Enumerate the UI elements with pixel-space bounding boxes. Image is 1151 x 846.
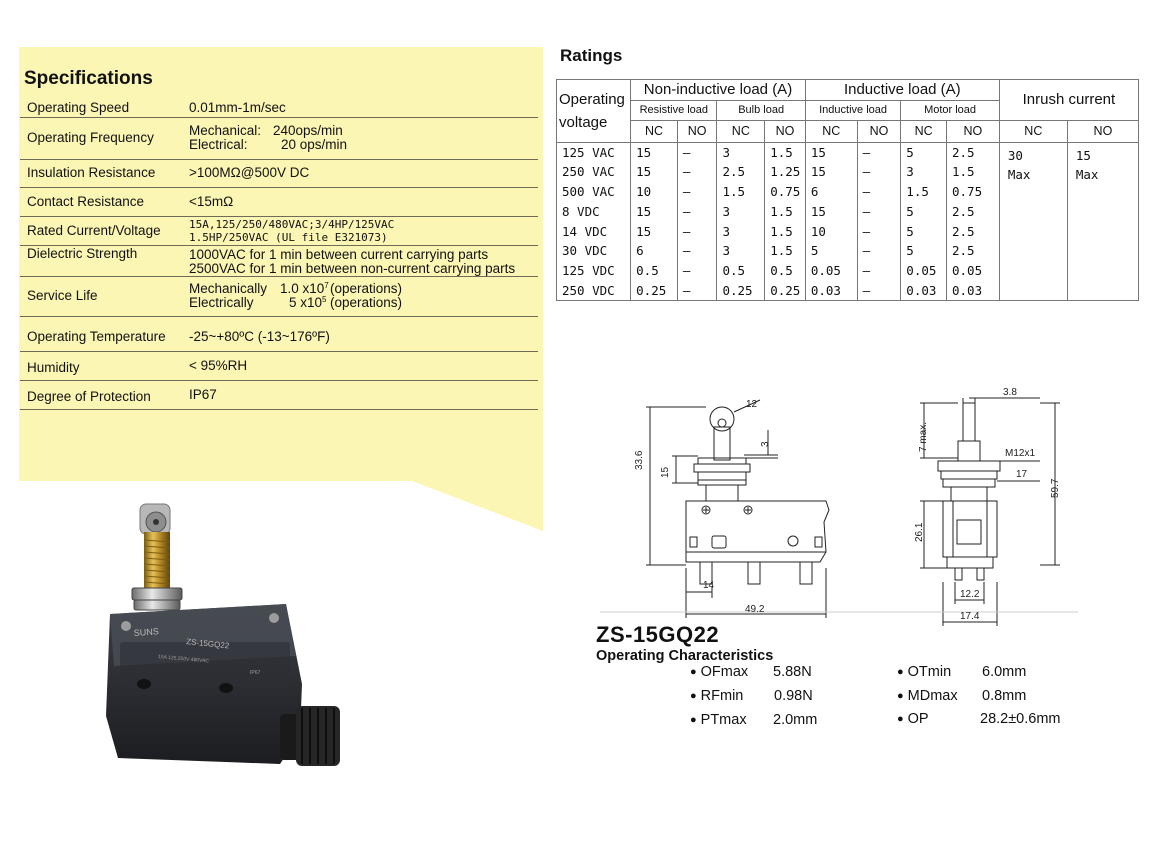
ratings-nc-no-row xyxy=(557,120,1139,142)
spec-value-line: 15A,125/250/480VAC;3/4HP/125VAC xyxy=(189,217,395,231)
rating-print: 15A 125,250V 480VAC xyxy=(157,654,210,665)
inrush-max: Max xyxy=(1007,166,1031,182)
dim-label: 15 xyxy=(660,466,671,478)
ratings-value-cell: 0.5 xyxy=(717,261,765,281)
ratings-voltage-cell: 125 VDC xyxy=(557,261,631,281)
ratings-value-cell: – xyxy=(677,241,717,261)
limit-switch-photo xyxy=(96,496,356,776)
spec-value xyxy=(183,245,538,276)
ratings-value-cell: 15 xyxy=(631,221,678,241)
switch-body xyxy=(106,604,302,764)
spec-value-line: 1.5HP/250VAC (UL file E321073) xyxy=(189,230,388,244)
ratings-value-cell: 15 xyxy=(631,162,678,182)
spec-value-part: 240ops/min xyxy=(273,123,343,138)
ratings-value-cell: 5 xyxy=(901,142,947,162)
spec-row-operating-temperature xyxy=(20,316,538,351)
spec-value-part: Electrical: xyxy=(189,137,248,152)
ratings-value-cell: 3 xyxy=(717,221,765,241)
ratings-value-cell: – xyxy=(857,261,901,281)
ratings-value-cell: 5 xyxy=(901,221,947,241)
spec-value-line: 1000VAC for 1 min between current carrying parts xyxy=(189,246,489,262)
ratings-voltage-cell: 30 VDC xyxy=(557,241,631,261)
ratings-value-cell: 0.05 xyxy=(947,261,1000,281)
dim-label: 17.4 xyxy=(960,611,980,622)
ratings-value-cell: 0.25 xyxy=(717,281,765,301)
ratings-header-nc: NC xyxy=(631,120,678,142)
dimension-drawings xyxy=(600,380,1080,630)
oc-item-op xyxy=(897,711,1061,727)
spec-row-insulation-resistance xyxy=(20,159,538,187)
bullet-icon: ● xyxy=(690,690,697,702)
spec-row-operating-speed xyxy=(20,93,538,117)
spec-value: 0.01mm-1m/sec xyxy=(183,93,538,117)
spec-value-part: Electrically xyxy=(189,295,254,310)
ratings-value-cell: – xyxy=(857,221,901,241)
ratings-header-no: NO xyxy=(947,120,1000,142)
ratings-header-resistive: Resistive load xyxy=(631,100,717,120)
ratings-value-cell: 1.5 xyxy=(947,162,1000,182)
ratings-row xyxy=(557,142,1139,162)
spec-value-part: 20 ops/min xyxy=(281,137,348,152)
spec-row-rated-current-voltage xyxy=(20,216,538,245)
brand-label: SUNS xyxy=(133,626,160,638)
ratings-value-cell: – xyxy=(677,162,717,182)
ratings-header-no: NO xyxy=(765,120,806,142)
spec-label: Dielectric Strength xyxy=(20,245,183,276)
dim-label: 12.2 xyxy=(960,589,980,600)
ratings-value-cell: 15 xyxy=(805,162,857,182)
ratings-value-cell: 2.5 xyxy=(947,201,1000,221)
ratings-value-cell: 15 xyxy=(631,201,678,221)
ratings-value-cell: – xyxy=(857,182,901,202)
spec-label: Service Life xyxy=(20,276,183,316)
ratings-value-cell: – xyxy=(857,142,901,162)
ratings-value-cell: – xyxy=(677,281,717,301)
oc-key: OTmin xyxy=(907,664,952,680)
oc-value: 28.2±0.6mm xyxy=(980,711,1061,727)
ratings-value-cell: 0.05 xyxy=(805,261,857,281)
dim-label: 26.1 xyxy=(914,522,925,542)
spec-label: Contact Resistance xyxy=(20,187,183,216)
spec-label: Degree of Protection xyxy=(20,380,183,409)
ratings-value-cell: – xyxy=(677,201,717,221)
dim-label: 33.6 xyxy=(634,450,645,470)
dim-label: 7 max. xyxy=(918,421,929,452)
spec-label: Insulation Resistance xyxy=(20,159,183,187)
ratings-header-nc: NC xyxy=(901,120,947,142)
ratings-value-cell: 0.25 xyxy=(765,281,806,301)
ratings-value-cell: 0.5 xyxy=(631,261,678,281)
front-view-drawing xyxy=(646,400,829,618)
oc-value: 2.0mm xyxy=(773,712,818,728)
spec-value: >100MΩ@500V DC xyxy=(183,159,538,187)
oc-key: OFmax xyxy=(700,664,749,680)
dim-label: 59.7 xyxy=(1050,478,1061,498)
ratings-value-cell: 2.5 xyxy=(947,221,1000,241)
ratings-value-cell: 1.5 xyxy=(765,142,806,162)
ratings-value-cell: 15 xyxy=(631,142,678,162)
ratings-title: Ratings xyxy=(560,46,623,65)
oc-item-rfmin xyxy=(690,688,813,704)
ratings-value-cell: 0.75 xyxy=(765,182,806,202)
spec-value xyxy=(183,117,538,159)
ratings-voltage-cell: 250 VAC xyxy=(557,162,631,182)
ratings-value-cell: 0.75 xyxy=(947,182,1000,202)
spec-row-operating-frequency xyxy=(20,117,538,159)
spec-label: Operating Temperature xyxy=(20,316,183,351)
oc-key: MDmax xyxy=(907,688,958,704)
dim-label: 17 xyxy=(1016,469,1028,480)
ratings-header-no: NO xyxy=(677,120,717,142)
oc-item-mdmax xyxy=(897,688,1027,704)
ratings-value-cell: 0.03 xyxy=(805,281,857,301)
spec-value-mantissa: 5 x10 xyxy=(289,295,323,310)
oc-value: 5.88N xyxy=(773,664,812,680)
model-print: ZS-15GQ22 xyxy=(185,637,230,651)
ratings-value-cell: – xyxy=(857,162,901,182)
spec-value: < 95%RH xyxy=(183,351,538,380)
ratings-header-voltage: Operating voltage xyxy=(557,80,631,143)
ratings-value-cell: 6 xyxy=(805,182,857,202)
specifications-panel xyxy=(0,0,545,540)
ratings-value-cell: 1.25 xyxy=(765,162,806,182)
ratings-value-cell: – xyxy=(677,142,717,162)
model-name: ZS-15GQ22 xyxy=(596,622,720,647)
oc-key: OP xyxy=(907,711,929,727)
bullet-icon: ● xyxy=(690,666,697,678)
dim-label: M12x1 xyxy=(1005,448,1036,459)
ratings-value-cell: 1.5 xyxy=(765,201,806,221)
spec-value: <15mΩ xyxy=(183,187,538,216)
ratings-value-cell: 2.5 xyxy=(717,162,765,182)
oc-value: 6.0mm xyxy=(982,664,1027,680)
ratings-voltage-cell: 14 VDC xyxy=(557,221,631,241)
ratings-value-cell: 6 xyxy=(631,241,678,261)
ratings-value-cell: 5 xyxy=(901,241,947,261)
spec-value-part: Mechanically xyxy=(189,281,268,296)
hex-nut xyxy=(132,588,182,610)
ratings-value-cell: 1.5 xyxy=(901,182,947,202)
ratings-value-cell: 2.5 xyxy=(947,241,1000,261)
oc-value: 0.8mm xyxy=(982,688,1027,704)
inrush-value: 15 xyxy=(1075,147,1091,163)
ratings-value-cell: 2.5 xyxy=(947,142,1000,162)
ratings-header-nc: NC xyxy=(805,120,857,142)
ratings-value-cell: 3 xyxy=(717,142,765,162)
ratings-value-cell: 0.5 xyxy=(765,261,806,281)
spec-row-contact-resistance xyxy=(20,187,538,216)
ratings-value-cell: 1.5 xyxy=(765,221,806,241)
ratings-value-cell: – xyxy=(677,221,717,241)
bullet-icon: ● xyxy=(690,714,697,726)
roller-plunger xyxy=(140,504,170,534)
specifications-title: Specifications xyxy=(24,68,153,89)
ratings-value-cell: 3 xyxy=(717,241,765,261)
ratings-value-cell: 1.5 xyxy=(717,182,765,202)
ratings-inrush-no-cell xyxy=(1067,142,1138,300)
specifications-table xyxy=(20,93,538,410)
spec-value: IP67 xyxy=(183,380,538,409)
ip-print: IP67 xyxy=(250,670,261,676)
ratings-value-cell: – xyxy=(857,241,901,261)
ratings-value-cell: 5 xyxy=(901,201,947,221)
ratings-header-nc: NC xyxy=(717,120,765,142)
spec-value-line: 2500VAC for 1 min between non-current carrying parts xyxy=(189,260,516,276)
ratings-inrush-nc-cell xyxy=(999,142,1067,300)
spec-value-exponent: 5 xyxy=(322,295,327,304)
ratings-header-row xyxy=(557,80,1139,101)
dim-label: 12 xyxy=(746,399,758,410)
bullet-icon: ● xyxy=(897,713,904,725)
ratings-voltage-cell: 125 VAC xyxy=(557,142,631,162)
ratings-voltage-cell: 8 VDC xyxy=(557,201,631,221)
operating-characteristics-title: Operating Characteristics xyxy=(596,648,774,664)
ratings-value-cell: 15 xyxy=(805,201,857,221)
dim-label: 3.8 xyxy=(1003,387,1017,398)
ratings-value-cell: 15 xyxy=(805,142,857,162)
ratings-value-cell: 0.25 xyxy=(631,281,678,301)
spec-value-part: (operations) xyxy=(330,281,403,296)
dim-label: 49.2 xyxy=(745,604,765,615)
oc-item-otmin xyxy=(897,664,1027,680)
oc-item-ptmax xyxy=(690,712,818,728)
ratings-header-nc: NC xyxy=(999,120,1067,142)
ratings-header-no: NO xyxy=(1067,120,1138,142)
ratings-value-cell: 10 xyxy=(631,182,678,202)
spec-value xyxy=(183,276,538,316)
bullet-icon: ● xyxy=(897,666,904,678)
threaded-bushing xyxy=(144,532,170,592)
spec-label: Humidity xyxy=(20,351,183,380)
ratings-value-cell: – xyxy=(677,261,717,281)
spec-row-dielectric-strength xyxy=(20,245,538,276)
spec-label: Operating Frequency xyxy=(20,117,183,159)
ratings-header-inrush: Inrush current xyxy=(999,80,1138,121)
ratings-value-cell: 0.03 xyxy=(947,281,1000,301)
spec-value-part: Mechanical: xyxy=(189,123,262,138)
ratings-header-inductive: Inductive load (A) xyxy=(805,80,999,101)
spec-value-mantissa: 1.0 x10 xyxy=(280,281,325,296)
dim-label: 14 xyxy=(703,580,715,591)
inrush-max: Max xyxy=(1075,166,1099,182)
oc-value: 0.98N xyxy=(774,688,813,704)
spec-row-humidity xyxy=(20,351,538,380)
ratings-value-cell: 3 xyxy=(717,201,765,221)
cable-gland xyxy=(280,706,340,766)
ratings-value-cell: – xyxy=(677,182,717,202)
spec-label: Operating Speed xyxy=(20,93,183,117)
oc-key: RFmin xyxy=(700,688,744,704)
ratings-voltage-cell: 500 VAC xyxy=(557,182,631,202)
ratings-value-cell: – xyxy=(857,201,901,221)
spec-label: Rated Current/Voltage xyxy=(20,216,183,245)
ratings-header-bulb: Bulb load xyxy=(717,100,805,120)
inrush-value: 30 xyxy=(1007,147,1023,163)
ratings-value-cell: 5 xyxy=(805,241,857,261)
ratings-header-no: NO xyxy=(857,120,901,142)
ratings-value-cell: – xyxy=(857,281,901,301)
spec-row-degree-of-protection xyxy=(20,380,538,409)
bullet-icon: ● xyxy=(897,690,904,702)
ratings-value-cell: 0.05 xyxy=(901,261,947,281)
spec-value-part xyxy=(289,296,330,310)
spec-value-exponent: 7 xyxy=(324,281,329,290)
ratings-value-cell: 10 xyxy=(805,221,857,241)
ratings-value-cell: 3 xyxy=(901,162,947,182)
ratings-value-cell: 1.5 xyxy=(765,241,806,261)
ratings-value-cell: 0.03 xyxy=(901,281,947,301)
side-view-drawing xyxy=(920,398,1060,626)
ratings-header-inductive-load: Inductive load xyxy=(805,100,900,120)
ratings-table xyxy=(556,79,1139,301)
spec-row-service-life xyxy=(20,276,538,316)
spec-value: -25~+80ºC (-13~176ºF) xyxy=(183,316,538,351)
oc-item-ofmax xyxy=(690,664,812,680)
ratings-header-motor: Motor load xyxy=(901,100,1000,120)
dim-label: 3 xyxy=(760,441,771,447)
ratings-voltage-cell: 250 VDC xyxy=(557,281,631,301)
spec-value xyxy=(183,216,538,245)
ratings-body xyxy=(557,142,1139,300)
ratings-header-non-inductive: Non-inductive load (A) xyxy=(631,80,806,101)
spec-value-part: (operations) xyxy=(330,295,403,310)
spec-value-part xyxy=(280,282,330,296)
oc-key: PTmax xyxy=(700,712,747,728)
